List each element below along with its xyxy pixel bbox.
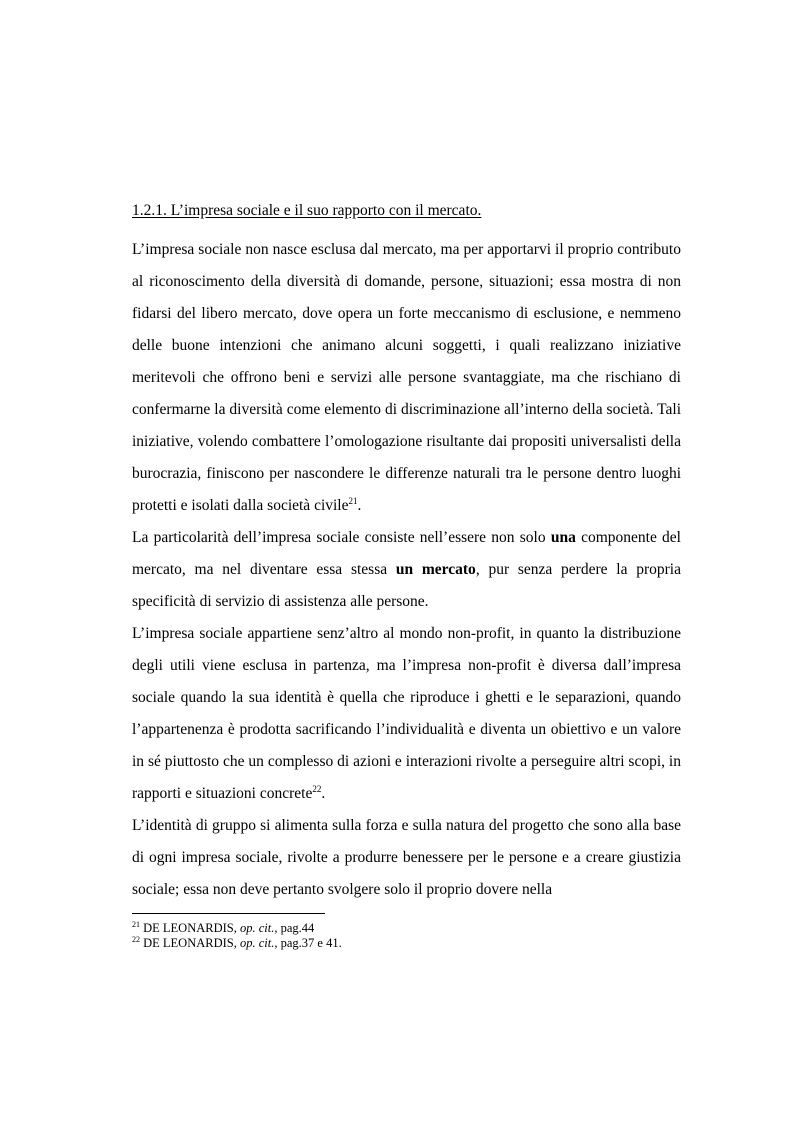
paragraph-2-part1: La particolarità dell’impresa sociale consiste nell’essere non solo [132, 529, 551, 546]
footnote-number: 21 [132, 920, 140, 929]
paragraph-1 [132, 234, 681, 522]
paragraph-2-bold-una: una [550, 529, 576, 546]
paragraph-3-text: L’impresa sociale appartiene senz’altro al mondo non-profit, in quanto la distribuzione degli utili viene esclusa in partenza, ma l’impresa non-profit è diversa dall’impresa sociale quando la sua identità è quella che riproduce i ghetti e le separazioni, quando l’appartenenza è prodotta sacrificando l’individualità e diventa un obiettivo e un valore in sé piuttosto che un complesso di azioni e interazioni rivolte a perseguire altri scopi, in rapporti e situazioni concrete [132, 625, 681, 802]
paragraph-3 [132, 618, 681, 810]
footnote-ref-21[interactable]: 21 [348, 496, 358, 506]
footnote-rest: , pag.44 [274, 921, 315, 935]
paragraph-2-part2: componente del mercato, ma nel diventare essa stessa [132, 529, 681, 578]
footnote-number: 22 [132, 935, 140, 944]
paragraph-2 [132, 522, 681, 618]
footnote-separator [132, 913, 325, 914]
footnotes [132, 921, 681, 951]
footnote-22 [132, 936, 681, 951]
footnote-ref-22[interactable]: 22 [312, 784, 322, 794]
body-text [132, 234, 681, 906]
footnote-author: DE LEONARDIS, [143, 936, 240, 950]
footnote-ref-italic: op. cit. [240, 921, 275, 935]
paragraph-1-text: L’impresa sociale non nasce esclusa dal mercato, ma per apportarvi il proprio contributo al riconoscimento della diversità di domande, persone, situazioni; essa mostra di non fidarsi del libero mercato, dove opera un forte meccanismo di esclusione, e nemmeno delle buone intenzioni che animano alcuni soggetti, i quali realizzano iniziative meritevoli che offrono beni e servizi alle persone svantaggiate, ma che rischiano di confermarne la diversità come elemento di discriminazione all’interno della società. Tali iniziative, volendo combattere l’omologazione risultante dai propositi universalisti della burocrazia, finiscono per nascondere le differenze naturali tra le persone dentro luoghi protetti e isolati dalla società civile [132, 241, 681, 514]
paragraph-4 [132, 810, 681, 906]
paragraph-4-text: L’identità di gruppo si alimenta sulla forza e sulla natura del progetto che sono alla base di ogni impresa sociale, rivolte a produrre benessere per le persone e a creare giustizia sociale; essa non deve pertanto svolgere solo il proprio dovere nella [132, 817, 681, 898]
footnote-ref-italic: op. cit. [240, 936, 275, 950]
footnote-author: DE LEONARDIS, [143, 921, 240, 935]
footnote-rest: , pag.37 e 41. [274, 936, 342, 950]
section-heading: 1.2.1. L’impresa sociale e il suo rapporto con il mercato. [132, 202, 482, 219]
paragraph-2-part3: , pur senza perdere la propria specificità di servizio di assistenza alle persone. [132, 561, 681, 610]
footnote-21 [132, 921, 681, 936]
paragraph-2-bold-mercato: un mercato [395, 561, 476, 578]
paragraph-1-end: . [357, 497, 362, 514]
paragraph-3-end: . [321, 785, 326, 802]
